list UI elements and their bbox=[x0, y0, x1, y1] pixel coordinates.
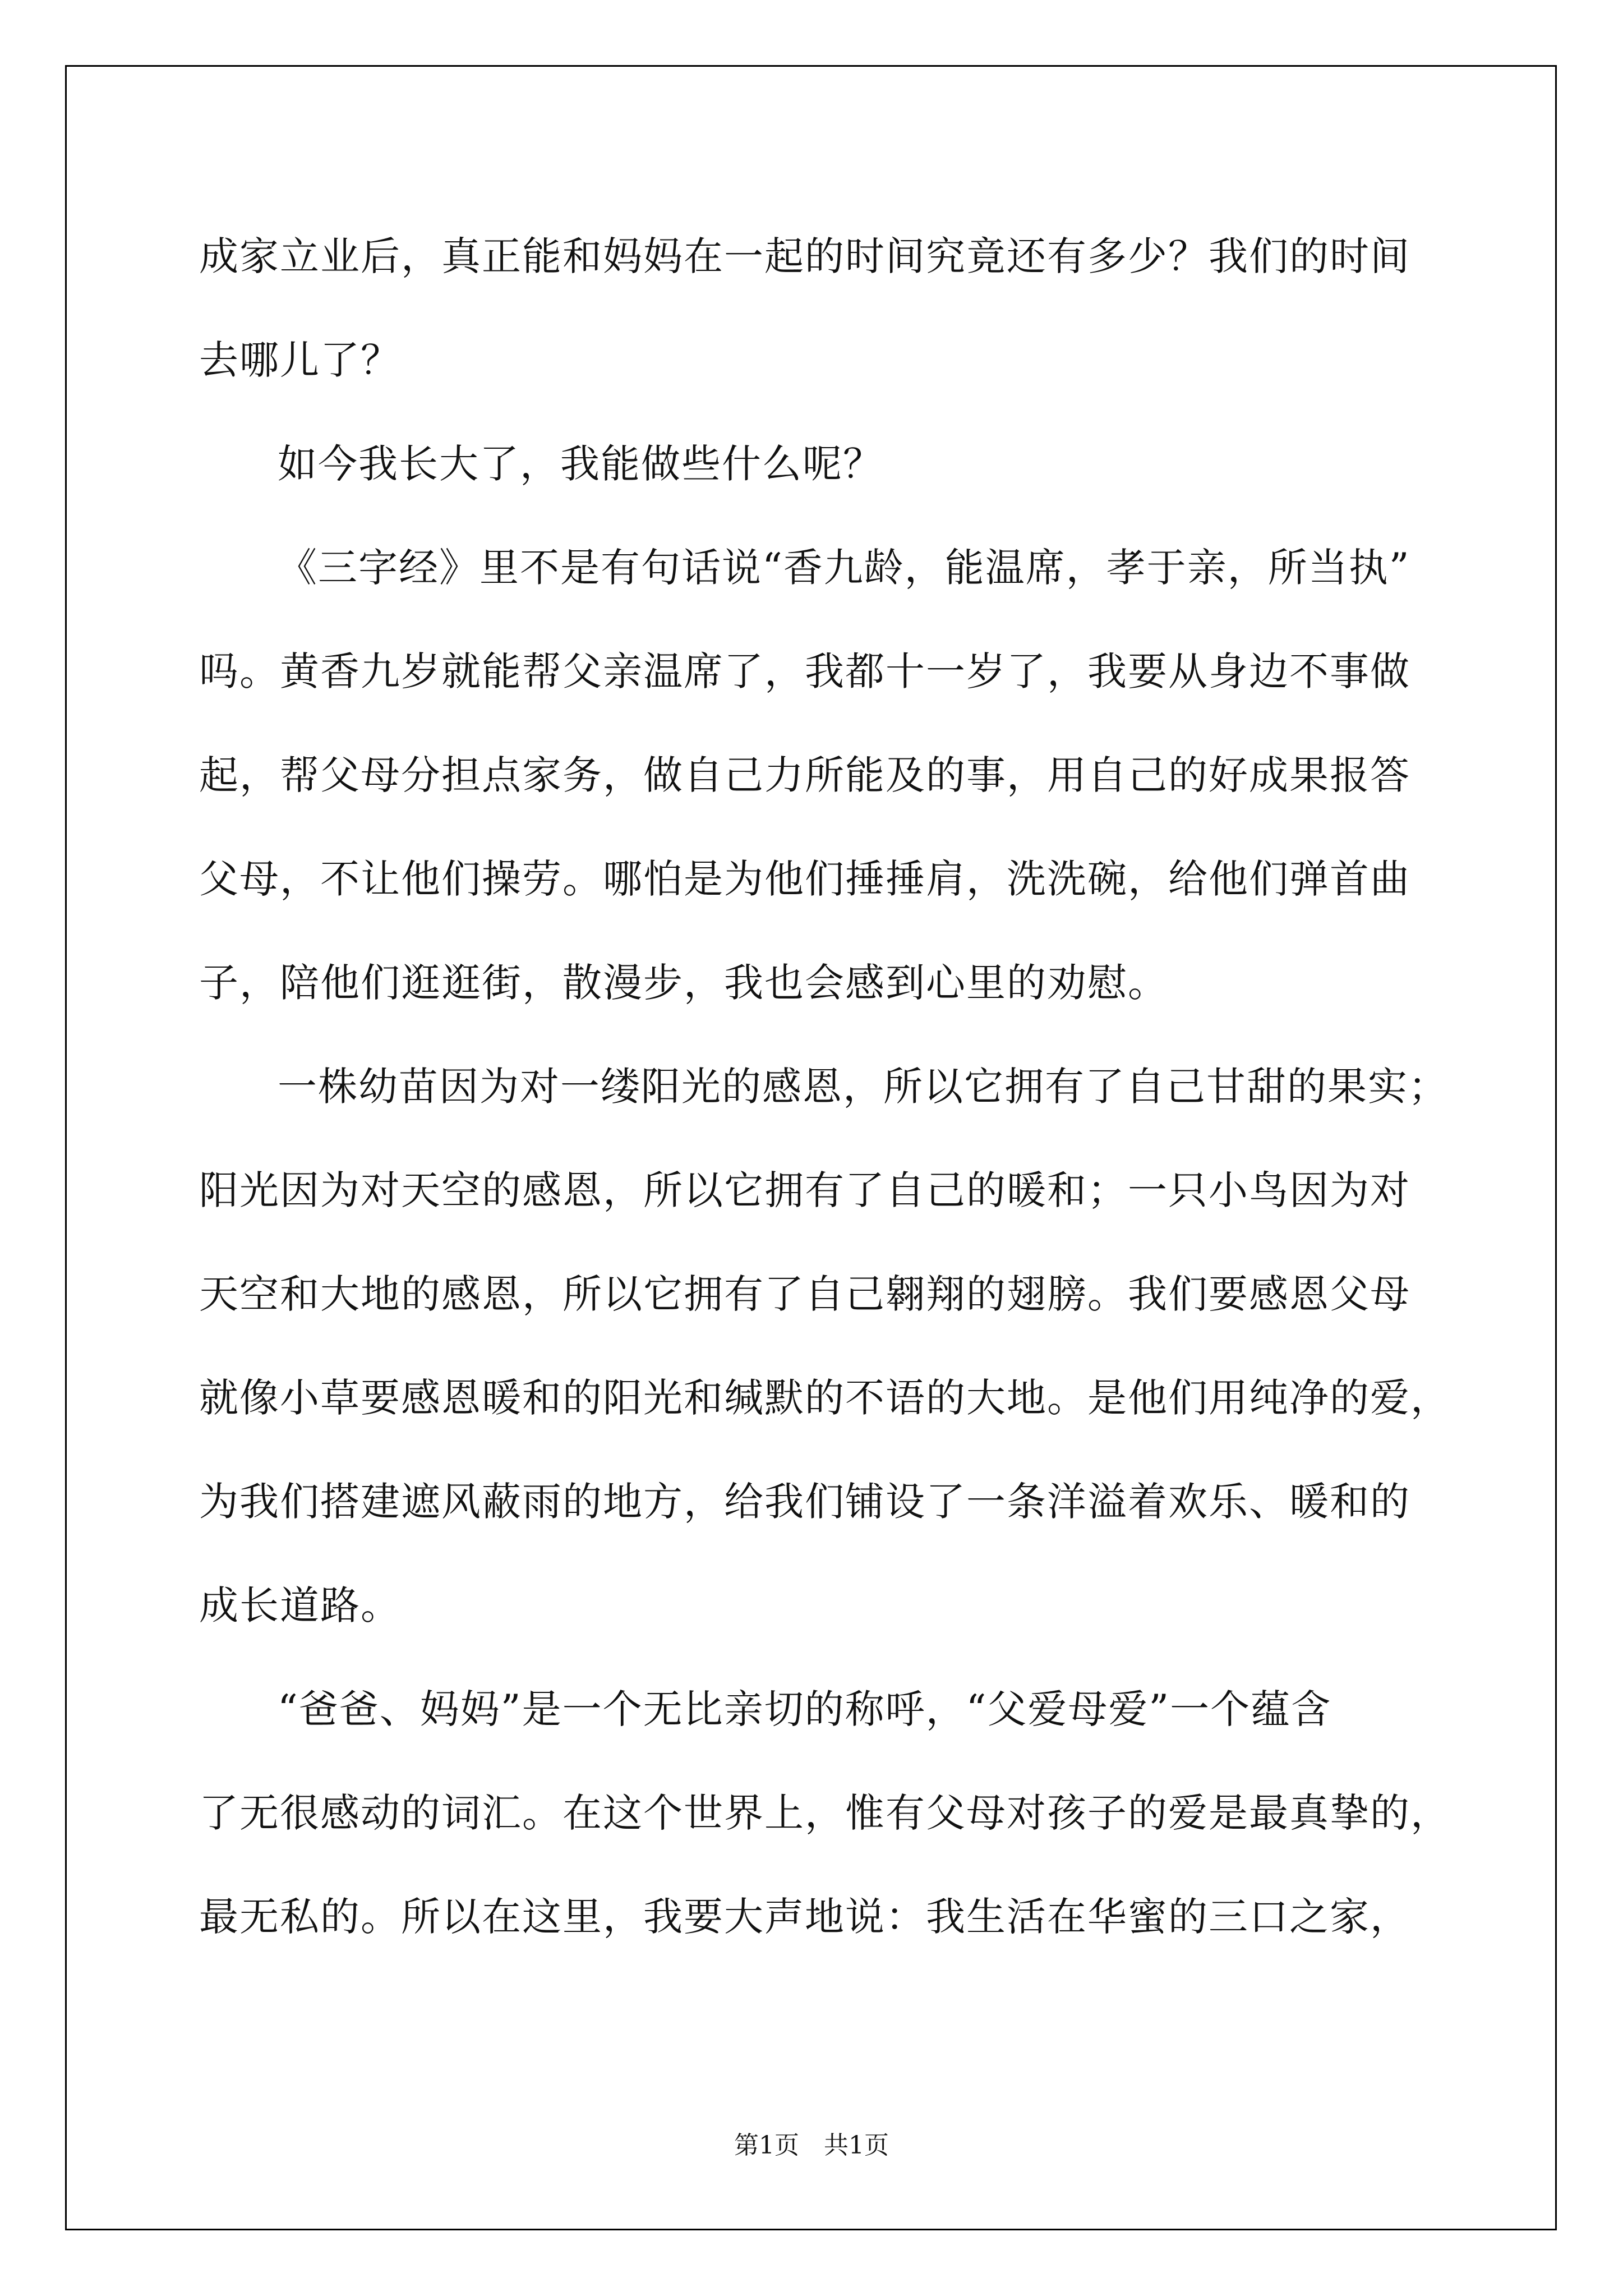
text-line: 就像小草要感恩暖和的阳光和缄默的不语的大地。是他们用纯净的爱， bbox=[199, 1375, 1451, 1421]
text-line: 一株幼苗因为对一缕阳光的感恩，所以它拥有了自己甘甜的果实； bbox=[278, 1064, 1449, 1110]
text-line: 为我们搭建遮风蔽雨的地方，给我们铺设了一条洋溢着欢乐、暖和的 bbox=[199, 1479, 1410, 1525]
page-footer: 第1页 共1页 bbox=[734, 2131, 889, 2160]
text-line: 吗。黄香九岁就能帮父亲温席了，我都十一岁了，我要从身边不事做 bbox=[199, 648, 1410, 694]
text-line: 《三字经》里不是有句话说“香九龄，能温席，孝于亲，所当执” bbox=[278, 545, 1410, 591]
text-line: 成家立业后，真正能和妈妈在一起的时间究竟还有多少？我们的时间 bbox=[199, 233, 1410, 279]
document-body bbox=[199, 205, 1451, 1969]
text-line: 了无很感动的词汇。在这个世界上，惟有父母对孩子的爱是最真挚的， bbox=[199, 1790, 1451, 1836]
text-line: 父母，不让他们操劳。哪怕是为他们捶捶肩，洗洗碗，给他们弹首曲 bbox=[199, 856, 1410, 902]
text-line: 天空和大地的感恩，所以它拥有了自己翱翔的翅膀。我们要感恩父母 bbox=[199, 1271, 1410, 1317]
text-line: 去哪儿了？ bbox=[199, 337, 401, 383]
text-line: 子，陪他们逛逛街，散漫步，我也会感到心里的劝慰。 bbox=[199, 960, 1168, 1006]
text-line: “爸爸、妈妈”是一个无比亲切的称呼，“父爱母爱”一个蕴含 bbox=[278, 1686, 1332, 1732]
text-line: 最无私的。所以在这里，我要大声地说：我生活在华蜜的三口之家， bbox=[199, 1894, 1410, 1940]
text-line: 起，帮父母分担点家务，做自己力所能及的事，用自己的好成果报答 bbox=[199, 752, 1410, 798]
text-line: 成长道路。 bbox=[199, 1582, 401, 1628]
text-line: 如今我长大了，我能做些什么呢？ bbox=[278, 441, 883, 487]
text-line: 阳光因为对天空的感恩，所以它拥有了自己的暖和；一只小鸟因为对 bbox=[199, 1167, 1410, 1213]
